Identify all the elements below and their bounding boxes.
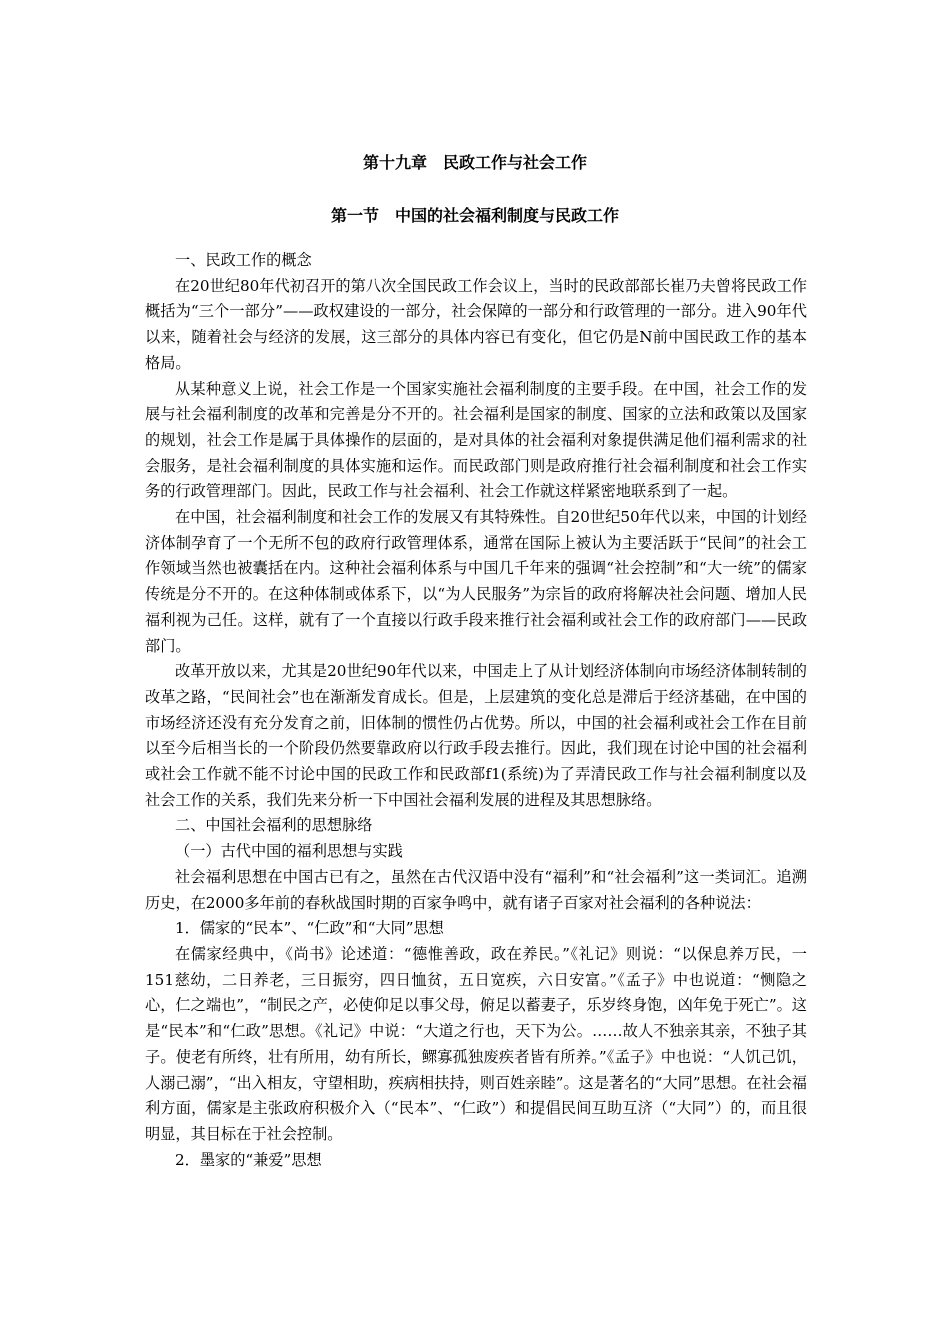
body-text [145, 248, 807, 1173]
paragraph: 改革开放以来，尤其是20世纪90年代以来，中国走上了从计划经济体制向市场经济体制转制的改革之路，“民间社会”也在渐渐发育成长。但是，上层建筑的变化总是滞后于经济基础，在中国的市场经济还没有充分发育之前，旧体制的惯性仍占优势。所以，中国的社会福利或社会工作在目前以至今后相当长的一个阶段仍然要靠政府以行政手段去推行。因此，我们现在讨论中国的社会福利或社会工作就不能不讨论中国的民政工作和民政部f1(系统)为了弄清民政工作与社会福利制度以及社会工作的关系，我们先来分析一下中国社会福利发展的进程及其思想脉络。 [145, 662, 807, 809]
heading-concept: 一、民政工作的概念 [175, 251, 312, 269]
section-title: 第一节 中国的社会福利制度与民政工作 [330, 206, 619, 225]
paragraph: 从某种意义上说，社会工作是一个国家实施社会福利制度的主要手段。在中国，社会工作的发展与社会福利制度的改革和完善是分不开的。社会福利是国家的制度、国家的立法和政策以及国家的规划，社会工作是属于具体操作的层面的，是对具体的社会福利对象提供满足他们福利需求的社会服务，是社会福利制度的具体实施和运作。而民政部门则是政府推行社会福利制度和社会工作实务的行政管理部门。因此，民政工作与社会福利、社会工作就这样紧密地联系到了一起。 [145, 379, 807, 501]
heading-ancient: （一）古代中国的福利思想与实践 [175, 842, 403, 861]
paragraph: 在儒家经典中，《尚书》论述道：“德惟善政，政在养民。”《礼记》则说：“以保息养万民，一151慈幼，二日养老，三日振穷，四日恤贫，五日宽疾，六日安富。”《孟子》中也说道：“恻隐之心，仁之端也”，“制民之产，必使仰足以事父母，俯足以蓄妻子，乐岁终身饱，凶年免于死亡”。这是“民本”和“仁政”思想。《礼记》中说：“大道之行也，天下为公。……故人不独亲其亲，不独子其子。使老有所终，壮有所用，幼有所长，鳏寡孤独废疾者皆有所养。”《孟子》中也说：“人饥己饥，人溺己溺”，“出入相友，守望相助，疾病相扶持，则百姓亲睦”。这是著名的“大同”思想。在社会福利方面，儒家是主张政府积极介入（“民本”、“仁政”）和提倡民间互助互济（“大同”）的，而且很明显，其目标在于社会控制。 [145, 944, 807, 1143]
heading-mohist: 2．墨家的“兼爱”思想 [175, 1150, 322, 1169]
heading-thought: 二、中国社会福利的思想脉络 [175, 816, 373, 835]
heading-confucian: 1．儒家的“民本”、“仁政”和“大同”思想 [175, 919, 444, 938]
paragraph: 社会福利思想在中国古已有之，虽然在古代汉语中没有“福利”和“社会福利”这一类词汇。追溯历史，在2000多年前的春秋战国时期的百家争鸣中，就有诸子百家对社会福利的各种说法： [145, 867, 807, 912]
paragraph: 在20世纪80年代初召开的第八次全国民政工作会议上，当时的民政部部长崔乃夫曾将民政工作概括为“三个一部分”——政权建设的一部分，社会保障的一部分和行政管理的一部分。进入90年代以来，随着社会与经济的发展，这三部分的具体内容已有变化，但它仍是N前中国民政工作的基本格局。 [145, 276, 807, 372]
paragraph: 在中国，社会福利制度和社会工作的发展又有其特殊性。自20世纪50年代以来，中国的计划经济体制孕育了一个无所不包的政府行政管理体系，通常在国际上被认为主要活跃于“民间”的社会工作领域当然也被囊括在内。这种社会福利体系与中国几千年来的强调“社会控制”和“大一统”的儒家传统是分不开的。在这种体制或体系下，以“为人民服务”为宗旨的政府将解决社会问题、增加人民福利视为己任。这样，就有了一个直接以行政手段来推行社会福利或社会工作的政府部门——民政部门。 [145, 508, 807, 655]
chapter-title: 第十九章 民政工作与社会工作 [362, 153, 587, 172]
